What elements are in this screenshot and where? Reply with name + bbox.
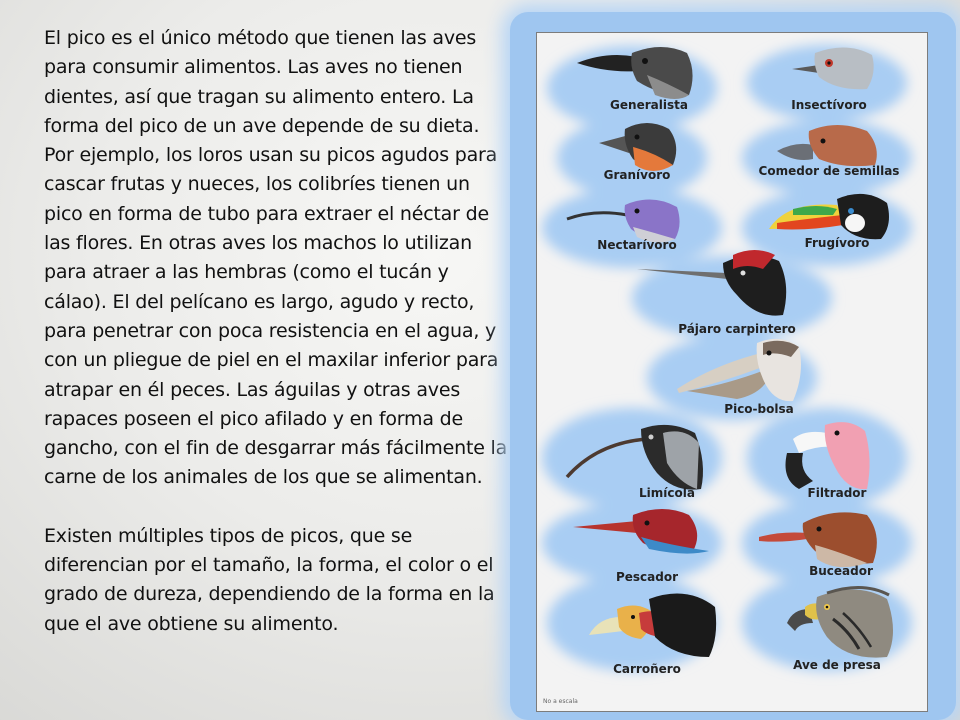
scale-note: No a escala xyxy=(543,698,578,705)
label-pico-bolsa: Pico-bolsa xyxy=(724,402,794,416)
bird-beaks-illustration xyxy=(537,33,927,711)
label-comedor-semillas: Comedor de semillas xyxy=(758,164,900,178)
paragraph-beak-description: El pico es el único método que tienen las aves para consumir alimentos. Las aves no tienen dientes, así que tragan su alimento entero. La forma del pico de un ave depende de su dieta. Por ejemplo, los loros usan su picos agudos para cascar frutas y nueces, los colibríes tienen un pico en forma de tubo para extraer el néctar de las flores. En otras aves los machos lo utilizan para atraer a las hembras (como el tucán y cálao). El del pelícano es largo, agudo y recto, para penetrar con poca resistencia en el agua, y con un pliegue de piel en el maxilar inferior para atrapar en él peces. Las águilas y otras aves rapaces poseen el pico afilado y en forma de gancho, con el fin de desgarrar más fácilmente la carne de los animales de los que se alimentan. xyxy=(44,27,508,489)
label-limicola: Limícola xyxy=(639,486,695,500)
label-insectivoro: Insectívoro xyxy=(791,98,867,112)
label-buceador: Buceador xyxy=(809,564,873,578)
label-pajaro-carpintero: Pájaro carpintero xyxy=(678,322,796,336)
label-carronero: Carroñero xyxy=(613,662,681,676)
bird-beaks-frame xyxy=(536,32,928,712)
label-pescador: Pescador xyxy=(615,570,679,584)
label-frugivoro: Frugívoro xyxy=(804,236,870,250)
label-generalista: Generalista xyxy=(610,98,688,112)
label-filtrador: Filtrador xyxy=(807,486,867,500)
bird-beaks-figure xyxy=(510,12,956,720)
label-ave-de-presa: Ave de presa xyxy=(793,658,881,672)
label-nectarivoro: Nectarívoro xyxy=(597,238,677,252)
paragraph-beak-types: Existen múltiples tipos de picos, que se diferencian por el tamaño, la forma, el color o el grado de dureza, dependiendo de la forma en la que el ave obtiene su alimento. xyxy=(44,524,495,635)
label-granivoro: Granívoro xyxy=(603,168,671,182)
text-column xyxy=(44,24,514,639)
